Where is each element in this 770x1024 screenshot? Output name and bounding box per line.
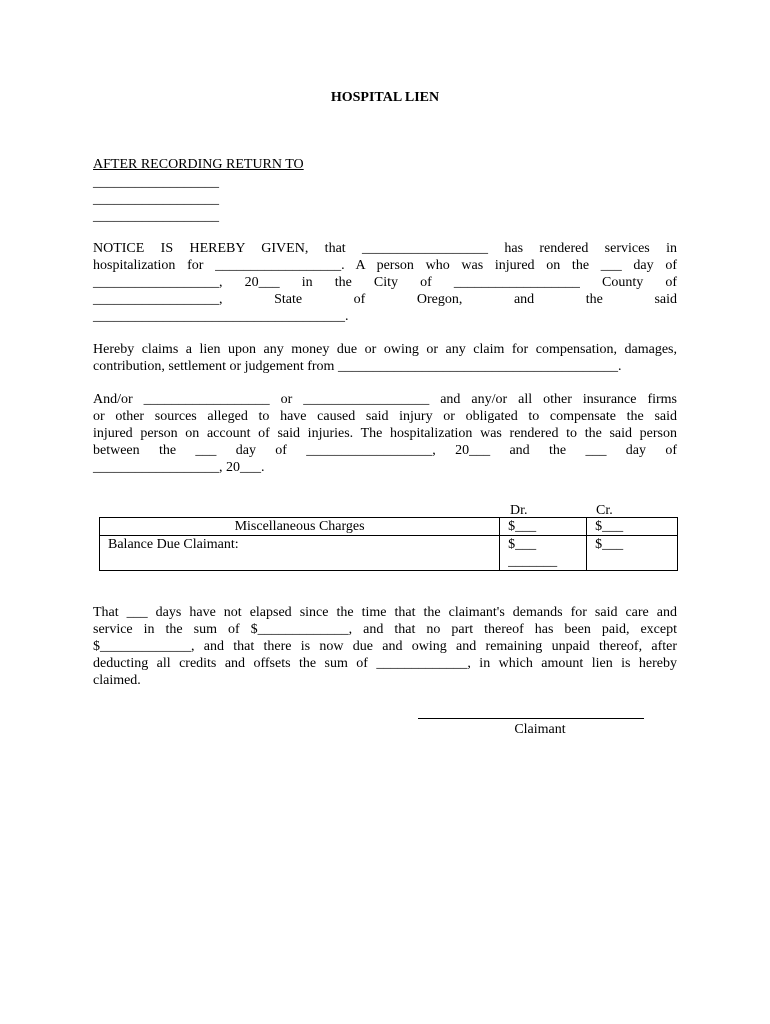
table-row <box>100 536 678 571</box>
andor-line-5: __________________, 20___. <box>93 460 265 475</box>
days-line-1: That ___ days have not elapsed since the time that the claimant's demands for said care and <box>93 605 677 620</box>
signature-line <box>418 718 644 719</box>
balance-due-credit: $___ <box>587 536 678 571</box>
andor-line-3: injured person on account of said injuries. The hospitalization was rendered to the said person <box>93 426 677 441</box>
misc-charges-credit: $___ <box>587 518 678 536</box>
balance-due-debit-total: _______ <box>508 554 558 569</box>
debit-header: Dr. <box>510 503 528 518</box>
notice-line-1: NOTICE IS HEREBY GIVEN, that __________________ has rendered services in <box>93 241 677 256</box>
balance-due-label: Balance Due Claimant: <box>100 536 500 571</box>
claims-line-2: contribution, settlement or judgement from ________________________________________. <box>93 359 622 374</box>
days-paragraph <box>93 604 677 689</box>
balance-due-debit-cell <box>500 536 587 571</box>
charges-table <box>99 517 678 571</box>
misc-charges-label: Miscellaneous Charges <box>100 518 500 536</box>
andor-line-1: And/or __________________ or __________________ and any/or all other insurance firms <box>93 392 677 407</box>
misc-charges-debit: $___ <box>500 518 587 536</box>
claims-paragraph <box>93 341 677 375</box>
days-line-4: deducting all credits and offsets the sum of _____________, in which amount lien is hereby <box>93 656 677 671</box>
return-to-heading: AFTER RECORDING RETURN TO <box>93 157 304 172</box>
andor-paragraph <box>93 391 677 476</box>
document-title: HOSPITAL LIEN <box>330 90 440 105</box>
notice-line-3: __________________, 20___ in the City of __________________ County of <box>93 275 677 290</box>
return-to-line-2: __________________ <box>93 192 219 207</box>
days-line-2: service in the sum of $_____________, and that no part thereof has been paid, except <box>93 622 677 637</box>
balance-due-debit: $___ <box>508 537 537 552</box>
days-line-5: claimed. <box>93 673 141 688</box>
claimant-label: Claimant <box>514 722 566 737</box>
andor-line-2: or other sources alleged to have caused said injury or obligated to compensate the said <box>93 409 677 424</box>
return-to-line-1: __________________ <box>93 175 219 190</box>
days-line-3: $_____________, and that there is now due and owing and remaining unpaid thereof, after <box>93 639 677 654</box>
notice-line-2: hospitalization for __________________. A person who was injured on the ___ day of <box>93 258 677 273</box>
return-to-line-3: __________________ <box>93 209 219 224</box>
andor-line-4: between the ___ day of __________________, 20___ and the ___ day of <box>93 443 677 458</box>
table-row <box>100 518 678 536</box>
claims-line-1: Hereby claims a lien upon any money due or owing or any claim for compensation, damages, <box>93 342 677 357</box>
notice-line-5: ____________________________________. <box>93 309 349 324</box>
notice-line-4: __________________, State of Oregon, and the said <box>93 292 677 307</box>
notice-paragraph <box>93 240 677 325</box>
credit-header: Cr. <box>596 503 613 518</box>
